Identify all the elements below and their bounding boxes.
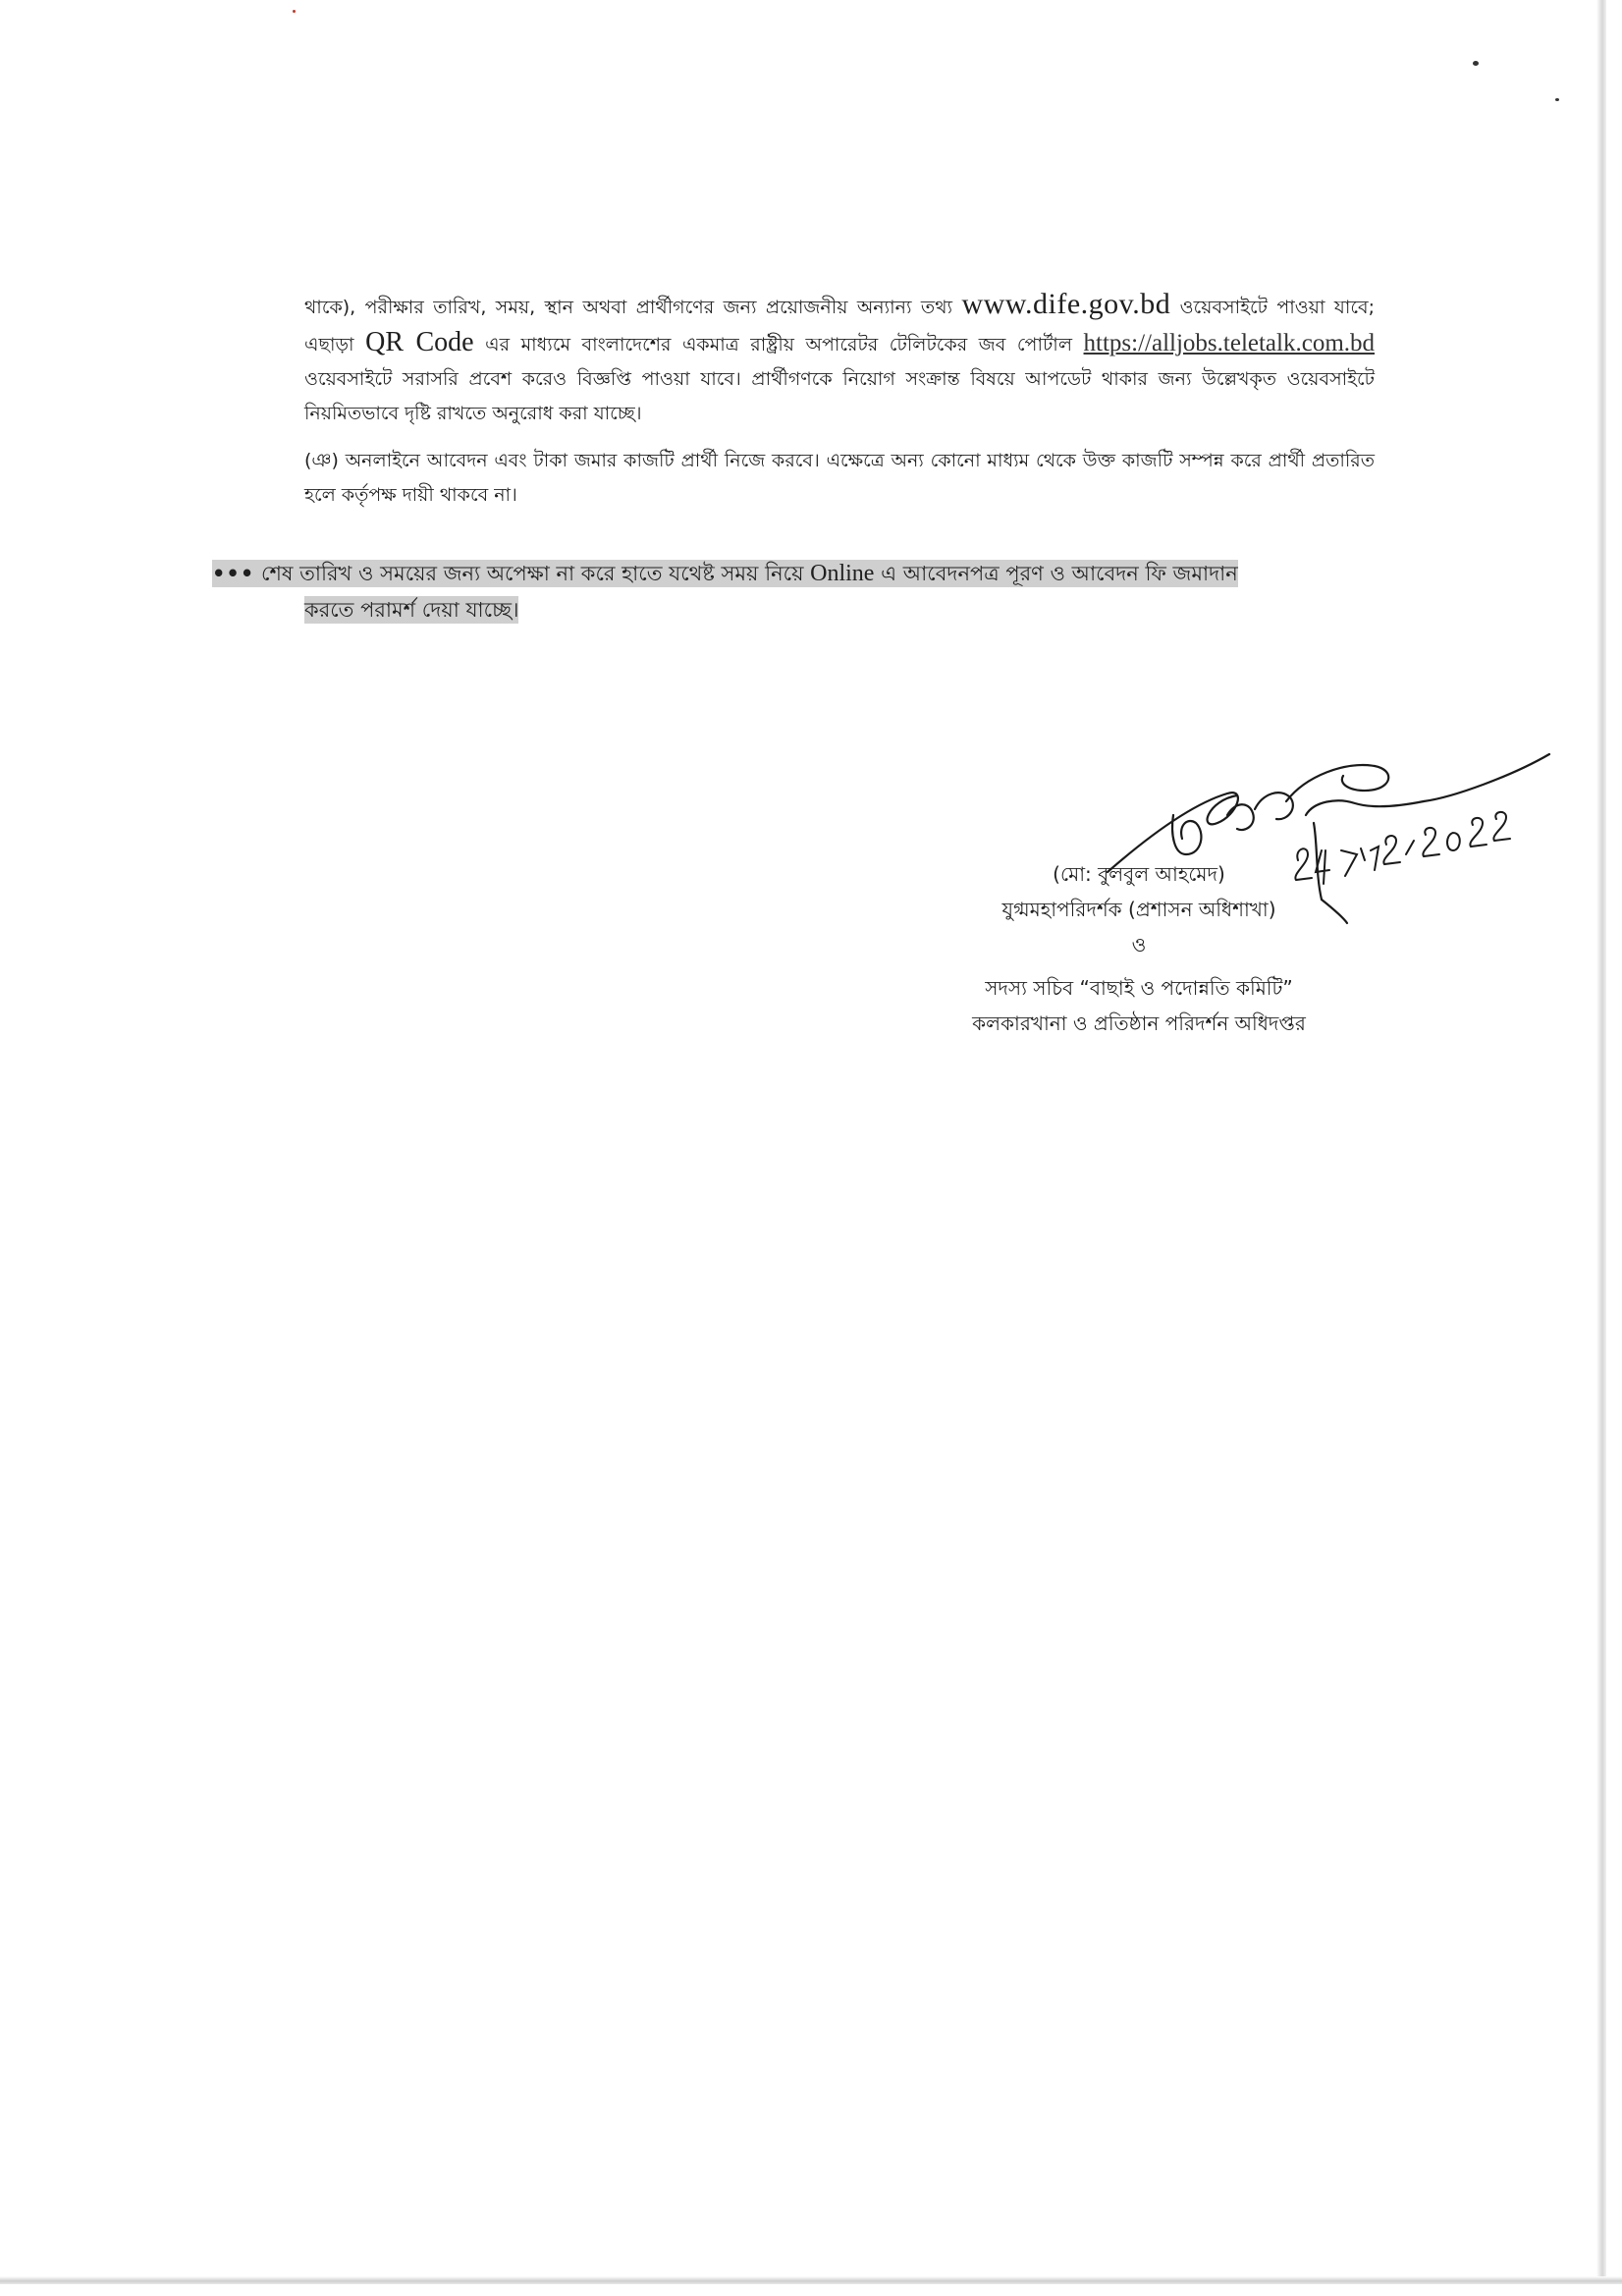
notice-line-2: [304, 592, 1375, 629]
notice-text-c: করতে পরামর্শ দেয়া যাচ্ছে।: [304, 598, 519, 622]
para-1-text-a: থাকে), পরীক্ষার তারিখ, সময়, স্থান অথবা প্রার্থীগণের জন্য প্রয়োজনীয় অন্যান্য তথ্য: [304, 297, 962, 318]
highlighted-notice: [212, 556, 1375, 629]
signatory-designation: যুগ্মমহাপরিদর্শক (প্রশাসন অধিশাখা): [1001, 898, 1276, 921]
signatory-committee-role: সদস্য সচিব “বাছাই ও পদোন্নতি কমিটি”: [985, 976, 1293, 1000]
signatory-organization: কলকারখানা ও প্রতিষ্ঠান পরিদর্শন অধিদপ্তর: [972, 1011, 1306, 1035]
scan-edge-right: [1596, 0, 1606, 2284]
para-1-text-c: এর মাধ্যমে বাংলাদেশের একমাত্র রাষ্ট্রীয় অপারেটর টেলিটকের জব পোর্টাল: [473, 334, 1084, 355]
paragraph-online-application-warning: (ঞ) অনলাইনে আবেদন এবং টাকা জমার কাজটি প্রার্থী নিজে করবে। এক্ষেত্রে অন্য কোনো মাধ্যম থেকে উক্ত কাজটি সম্পন্ন করে প্রার্থী প্রতারিত হলে কর্তৃপক্ষ দায়ী থাকবে না।: [304, 450, 1375, 506]
notice-text-a: শেষ তারিখ ও সময়ের জন্য অপেক্ষা না করে হাতে যথেষ্ট সময় নিয়ে: [254, 562, 811, 585]
para-1-text-d: ওয়েবসাইটে সরাসরি প্রবেশ করেও বিজ্ঞপ্তি পাওয়া যাবে। প্রার্থীগণকে নিয়োগ সংক্রান্ত বিষয়ে আপডেট থাকার জন্য উল্লেখকৃত ওয়েবসাইটে নিয়মিতভাবে দৃষ্টি রাখতে অনুরোধ করা যাচ্ছে।: [304, 368, 1375, 424]
scan-edge-bottom: [0, 2276, 1622, 2284]
signatory-name: (মো: বুলবুল আহমেদ): [1053, 862, 1225, 886]
notice-bullet: •••: [212, 562, 255, 585]
teletalk-portal-link[interactable]: https://alljobs.teletalk.com.bd: [1083, 330, 1376, 356]
notice-line-1: [212, 556, 1375, 592]
scan-speck: [1555, 98, 1559, 101]
signatory-block: [884, 856, 1394, 1041]
notice-online-word: Online: [810, 561, 875, 586]
qr-code-label: QR Code: [365, 327, 474, 357]
scan-speck: [1473, 61, 1479, 66]
scan-speck-red: [293, 10, 296, 13]
dife-website-link[interactable]: www.dife.gov.bd: [961, 288, 1171, 320]
signatory-conjunction: ও: [1131, 933, 1147, 957]
spacer: [884, 962, 1394, 970]
para-1-text-b: ওয়েবসাইটে পাওয়া যাবে; এছাড়া: [304, 297, 1375, 355]
paragraph-result-info: [304, 287, 1375, 431]
notice-text-b: এ আবেদনপত্র পূরণ ও আবেদন ফি জমাদান: [874, 562, 1238, 585]
